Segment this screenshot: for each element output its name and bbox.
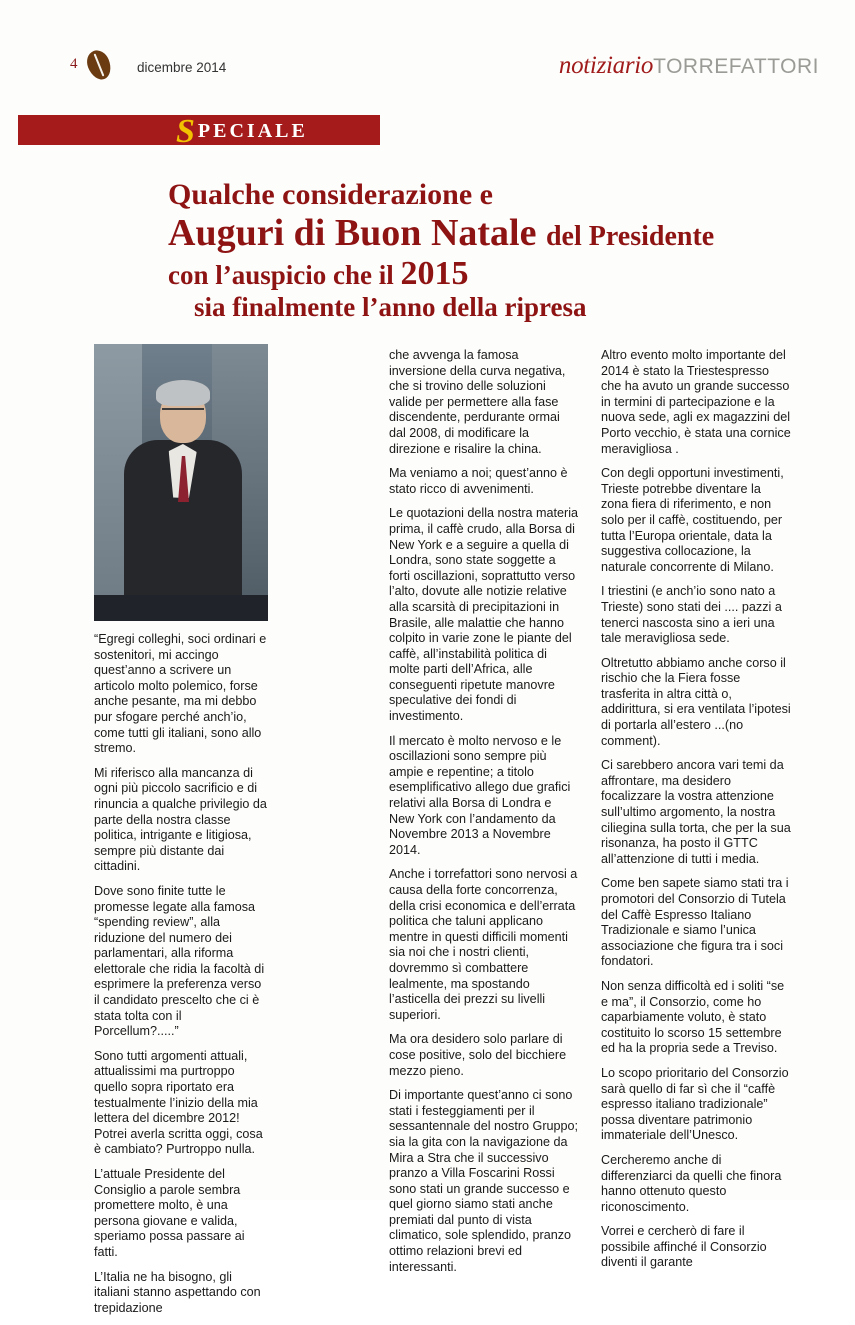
speciale-initial: S: [176, 113, 198, 150]
paragraph: Come ben sapete siamo stati tra i promotori del Consorzio di Tutela del Caffè Espresso Italiano Tradizionale e siamo l’unica associazione che figura tra i soci fondatori.: [601, 876, 789, 969]
page-header: [0, 0, 855, 96]
paragraph: Lo scopo prioritario del Consorzio sarà quello di far sì che il “caffè espresso italiano tradizionale” possa diventare patrimonio immateriale dell’Unesco.: [601, 1065, 789, 1143]
paragraph: I triestini (e anch’io sono nato a Trieste) sono stati dei .... pazzi a tenerci nascosta sino a ieri una tale meravigliosa sede.: [601, 584, 782, 646]
paragraph: Mi riferisco alla mancanza di ogni più piccolo sacrificio e di rinuncia a qualche privilegio da parte della nostra classe politica, intrigante e litigiosa, sempre più distante dai cittadini.: [94, 765, 267, 874]
paragraph: Dove sono finite tutte le promesse legate alla famosa “spending review”, alla riduzione del numero dei parlamentari, alla riforma elettorale che ridia la facoltà di esprimere la preferenza verso il candidato prescelto che ci è stata tolta con il Porcellum?.....”: [94, 883, 265, 1039]
paragraph: Con degli opportuni investimenti, Trieste potrebbe diventare la zona fiera di riferimento, e non solo per il caffè, costituendo, per tutta l’Europa orientale, data la suggestiva collocazione, la naturale concorrente di Milano.: [601, 466, 784, 574]
paragraph: Oltretutto abbiamo anche corso il rischio che la Fiera fosse trasferita in altra città o, addirittura, si era ventilata l’ipotesi di portarla all’estero ...(no comment).: [601, 655, 791, 748]
photo-subject-hair: [156, 380, 210, 406]
paragraph: Vorrei e cercherò di fare il possibile affinché il Consorzio diventi il garante: [601, 1224, 767, 1270]
paragraph: Di importante quest’anno ci sono stati i festeggiamenti per il sessantennale del nostro Gruppo; sia la gita con la navigazione da Mira a Stra che il successivo pranzo a Villa Foscarini Rossi sono stati un grande successo e quel giorno siamo stati anche premiati dal punto di vista climatico, sole splendido, pranzo ottimo relazioni brevi ed interessanti.: [389, 1088, 579, 1274]
title-line-3-text: con l’auspicio che il: [168, 260, 401, 290]
masthead-primary: notiziario: [558, 52, 654, 79]
paragraph: Altro evento molto importante del 2014 è stato la Triestespresso che ha avuto un grande successo in termini di partecipazione e la nuova sede, agli ex magazzini del Porto vecchio, è stata una cornice meravigliosa .: [601, 348, 791, 456]
title-line-2: [168, 212, 838, 258]
page-number: 4: [70, 56, 78, 72]
title-line-2-sub: del Presidente: [545, 221, 715, 252]
article-column-2: [389, 348, 579, 1284]
masthead-secondary: TORREFATTORI: [653, 55, 819, 78]
title-year: 2015: [400, 255, 469, 292]
paragraph: “Egregi colleghi, soci ordinari e sostenitori, mi accingo quest’anno a scrivere un articolo molto polemico, forse anche pesante, ma mi debbo pur sfogare perché anch’io, come tutti gli italiani, sono allo stremo.: [94, 632, 267, 756]
issue-date: dicembre 2014: [137, 60, 227, 75]
speciale-banner-label: [176, 113, 308, 150]
paragraph: Non senza difficoltà ed i soliti “se e ma”, il Consorzio, come ho caparbiamente voluto, è stato costituito lo scorso 15 settembre ed ha la propria sede a Treviso.: [601, 978, 785, 1056]
photo-foreground-table: [94, 595, 268, 621]
article-title: [168, 178, 838, 323]
paragraph: Le quotazioni della nostra materia prima, il caffè crudo, alla Borsa di New York e a seguire a quella di Londra, sono state soggette a forti oscillazioni, soprattutto verso l’alto, dovute alle notizie relative alla scarsità di precipitazioni in Brasile, alle malattie che hanno colpito in varie zone le piante del caffè, all’instabilità politica di molte parti dell’Africa, alle conseguenti ripetute manovre speculative dei fondi di investimento.: [389, 506, 579, 724]
paragraph: L’Italia ne ha bisogno, gli italiani stanno aspettando con trepidazione: [94, 1269, 261, 1315]
title-line-3: [168, 255, 838, 292]
paragraph: Il mercato è molto nervoso e le oscillazioni sono sempre più ampie e repentine; a titolo esemplificativo allego due grafici relativi alla Borsa di Londra e New York con l’andamento da Novembre 2013 a Novembre 2014.: [389, 733, 571, 857]
title-line-1: Qualche considerazione e: [168, 178, 493, 211]
paragraph: Ma veniamo a noi; quest’anno è stato ricco di avvenimenti.: [389, 466, 568, 496]
title-line-4: sia finalmente l’anno della ripresa: [194, 292, 587, 322]
paragraph: Cercheremo anche di differenziarci da quelli che finora hanno ottenuto questo riconoscimento.: [601, 1152, 782, 1214]
president-photo: [94, 344, 268, 621]
paragraph: Ci sarebbero ancora vari temi da affrontare, ma desidero focalizzare la vostra attenzione sull’ultimo argomento, la nostra ciliegina sulla torta, che per la sua risonanza, ha posto il GTTC all’attenzione di tutti i media.: [601, 758, 791, 866]
masthead: [559, 52, 819, 80]
coffee-bean-icon: [83, 47, 115, 83]
paragraph: che avvenga la famosa inversione della curva negativa, che si trovino delle soluzioni valide per permettere alla fase discendente, perdurante ormai dal 2008, di modificare la direzione e risalire la china.: [389, 348, 566, 456]
photo-subject-glasses: [162, 408, 204, 419]
paragraph: Anche i torrefattori sono nervosi a causa della forte concorrenza, della crisi economica e dell’errata politica che taluni applicano mentre in questi difficili momenti sia noi che i nostri clienti, dovremmo sì combattere lealmente, ma spostando l’asticella dei prezzi su livelli superiori.: [389, 867, 578, 1022]
article-column-3: [601, 348, 791, 1280]
paragraph: L’attuale Presidente del Consiglio a parole sembra promettere molto, è una persona giovane e valida, speriamo possa passare ai fatti.: [94, 1167, 245, 1259]
speciale-text: PECIALE: [197, 120, 308, 142]
paragraph: Sono tutti argomenti attuali, attualissimi ma purtroppo quello sopra riportato era testualmente l’inizio della mia lettera del dicembre 2012! Potrei averla scritta oggi, cosa è cambiato? Purtroppo nulla.: [94, 1048, 263, 1157]
title-line-2-main: Auguri di Buon Natale: [168, 212, 537, 254]
paragraph: Ma ora desidero solo parlare di cose positive, solo del bicchiere mezzo pieno.: [389, 1032, 567, 1078]
article-column-1: [94, 632, 268, 1325]
